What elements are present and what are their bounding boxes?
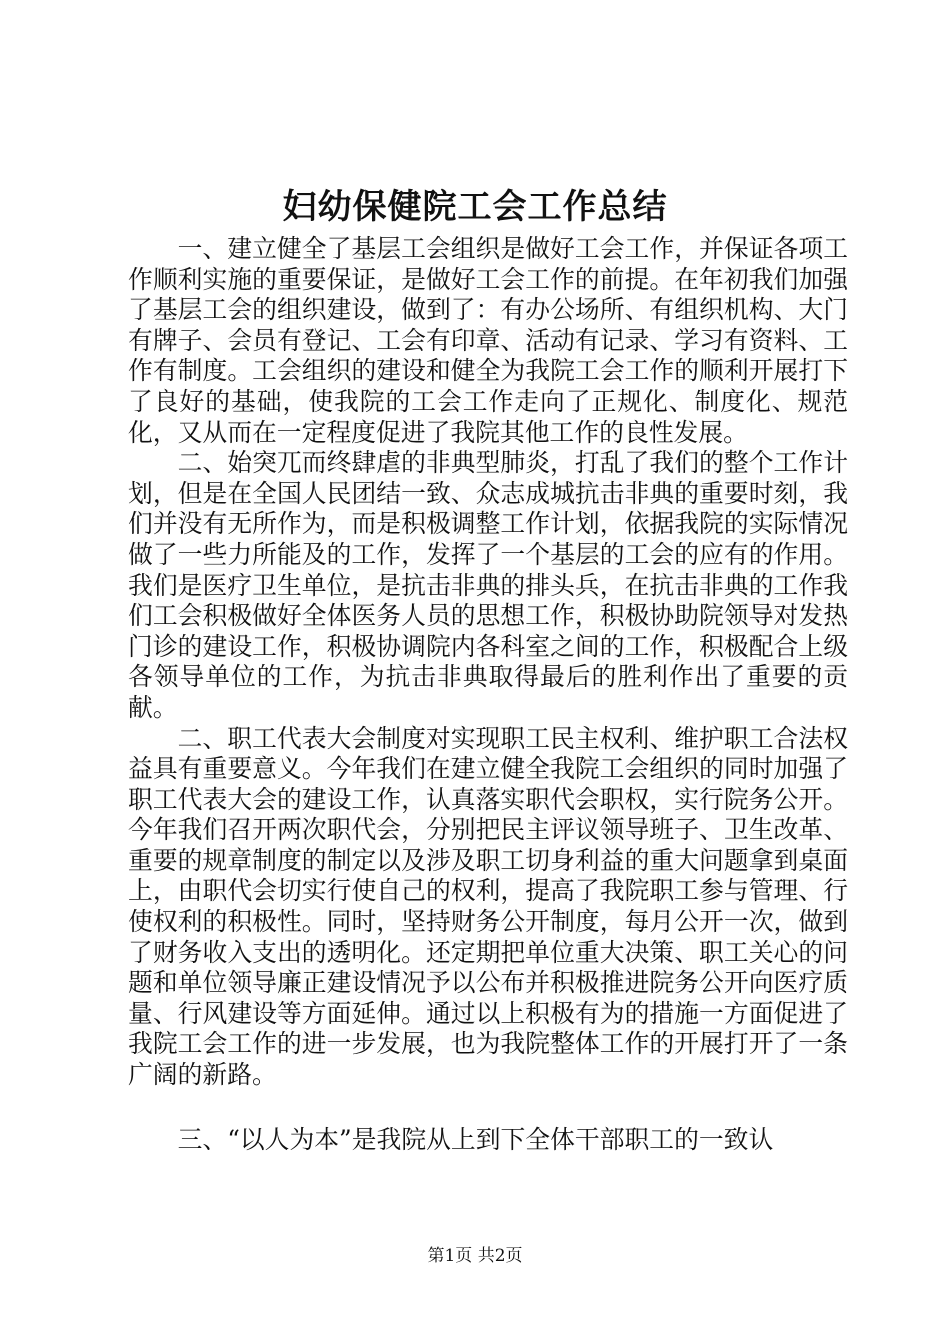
paragraph-gap — [128, 1091, 848, 1125]
document-body — [128, 234, 848, 1155]
paragraph-3: 二、职工代表大会制度对实现职工民主权利、维护职工合法权益具有重要意义。今年我们在建立健全我院工会组织的同时加强了职工代表大会的建设工作，认真落实职代会职权，实行院务公开。今年我们召开两次职代会，分别把民主评议领导班子、卫生改革、重要的规章制度的制定以及涉及职工切身利益的重大问题拿到桌面上，由职代会切实行使自己的权利，提高了我院职工参与管理、行使权利的积极性。同时，坚持财务公开制度，每月公开一次，做到了财务收入支出的透明化。还定期把单位重大决策、职工关心的问题和单位领导廉正建设情况予以公布并积极推进院务公开向医疗质量、行风建设等方面延伸。通过以上积极有为的措施一方面促进了我院工会工作的进一步发展，也为我院整体工作的开展打开了一条广阔的新路。 — [128, 723, 848, 1090]
paragraph-2: 二、始突兀而终肆虐的非典型肺炎，打乱了我们的整个工作计划，但是在全国人民团结一致、众志成城抗击非典的重要时刻，我们并没有无所作为，而是积极调整工作计划，依据我院的实际情况做了一些力所能及的工作，发挥了一个基层的工会的应有的作用。我们是医疗卫生单位，是抗击非典的排头兵，在抗击非典的工作我们工会积极做好全体医务人员的思想工作，积极协助院领导对发热门诊的建设工作，积极协调院内各科室之间的工作，积极配合上级各领导单位的工作，为抗击非典取得最后的胜利作出了重要的贡献。 — [128, 448, 848, 722]
document-title: 妇幼保健院工会工作总结 — [282, 187, 668, 227]
page-footer: 第1页 共2页 — [427, 1246, 523, 1266]
paragraph-4: 三、“以人为本”是我院从上到下全体干部职工的一致认 — [177, 1124, 774, 1154]
paragraph-1: 一、建立健全了基层工会组织是做好工会工作，并保证各项工作顺利实施的重要保证，是做好工会工作的前提。在年初我们加强了基层工会的组织建设，做到了：有办公场所、有组织机构、大门有牌子、会员有登记、工会有印章、活动有记录、学习有资料、工作有制度。工会组织的建设和健全为我院工会工作的顺利开展打下了良好的基础，使我院的工会工作走向了正规化、制度化、规范化，又从而在一定程度促进了我院其他工作的良性发展。 — [128, 234, 848, 447]
